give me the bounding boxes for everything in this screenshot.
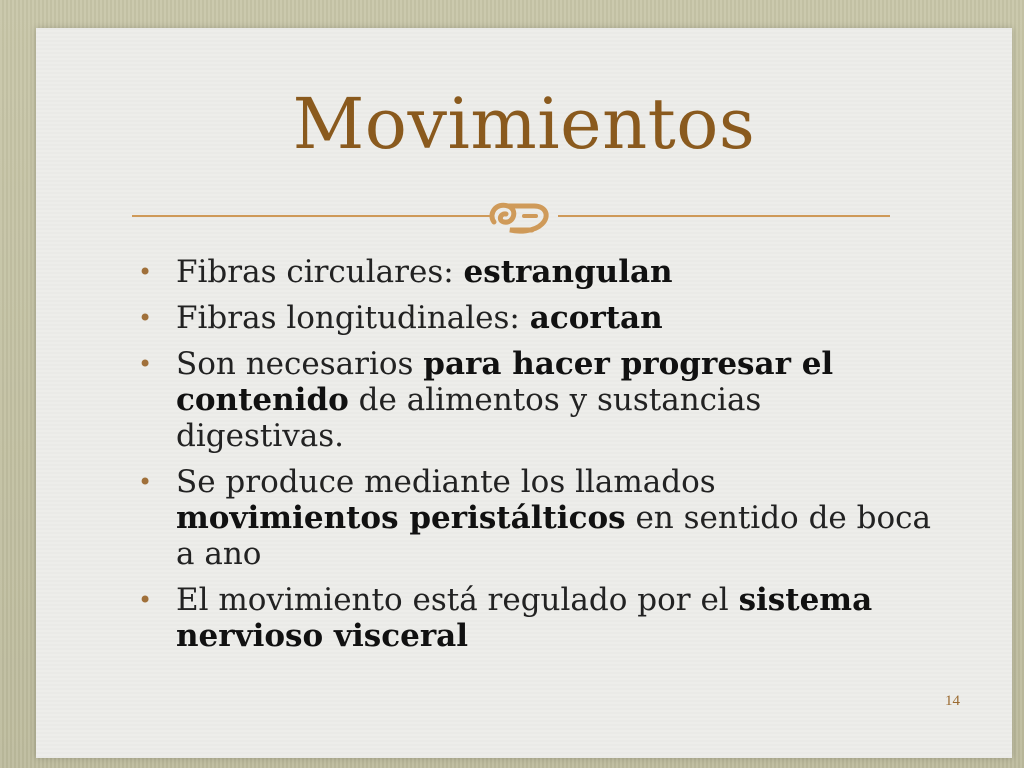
bullet-text: Se produce mediante los llamados [176,464,716,500]
bullet-bold-text: movimientos peristálticos [176,500,626,536]
bullet-bold-text: acortan [529,300,663,336]
scroll-ornament-icon [484,192,556,242]
bullet-dot: • [138,304,153,332]
bullet-dot: • [138,258,153,286]
bullet-text: de alimentos y sustancias digestivas. [176,382,762,454]
bullet-item [132,464,932,572]
slide [36,28,1012,758]
bullet-text: El movimiento está regulado por el [176,582,739,618]
bullet-dot: • [138,586,153,614]
divider-line-left [132,215,490,217]
divider-line-right [558,215,890,217]
bullet-item [132,582,932,654]
bullet-text: en sentido de boca a ano [176,500,931,572]
slide-title: Movimientos [292,83,756,165]
bullet-bold-text: estrangulan [463,254,673,290]
bullet-text: Fibras longitudinales: [176,300,530,336]
bullet-text: Son necesarios [176,346,424,382]
bullet-dot: • [138,468,153,496]
page-number: 14 [945,693,960,709]
bullet-bold-text: para hacer progresar el contenido [176,346,834,418]
bullet-item [132,254,932,290]
bullet-dot: • [138,350,153,378]
bullet-item [132,300,932,336]
bullet-bold-text: sistema nervioso visceral [176,582,873,654]
bullet-text: Fibras circulares: [176,254,464,290]
bullet-list [132,254,932,664]
bullet-item [132,346,932,454]
